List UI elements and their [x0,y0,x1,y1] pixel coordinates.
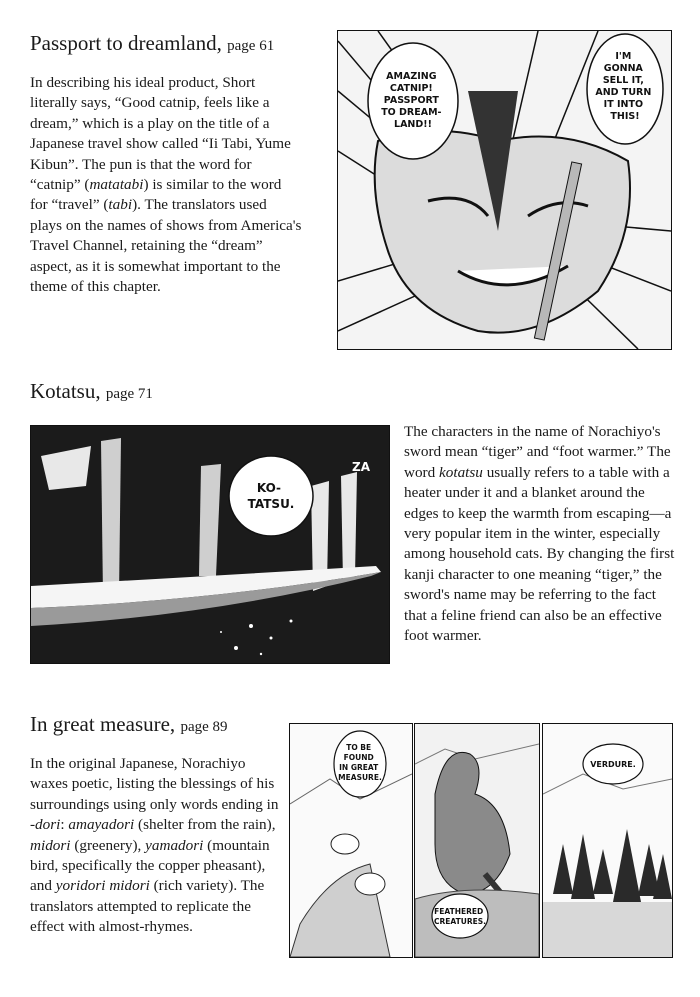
bubble-line: AND TURN [595,87,652,98]
bubble-line: PASSPORT [383,95,439,106]
body-text-run: usually refers to a table with a heater under it and a blanket around the edges to keep the warmth from escaping—a very popular item in the winter, especially among household cats. By changing the first kanji character to one meaning “tiger,” the sword's name may be referring to the fact that a feline friend can also be an effective foot warmer. [404,463,675,645]
section-title-text: In great measure, [30,712,176,736]
bubble-line: AMAZING [386,71,437,82]
italic-term: yamadori [145,836,204,854]
italic-term: yoridori midori [55,877,150,895]
manga-panel-pheasant [414,723,540,958]
section-title-text: Passport to dreamland, [30,31,222,55]
manga-art-kotatsu [31,426,389,663]
bubble-line: TO BE [346,743,372,752]
section-title-text: Kotatsu, [30,379,101,403]
svg-text:FEATHERED CREATURES. [434,907,486,926]
manga-panel-forest [542,723,673,958]
section-page-ref: page 61 [227,38,275,54]
section-body-passport [30,73,302,297]
body-text-run: (mountain bird, specifically the copper pheasant), and [30,836,270,895]
section-body-kotatsu [404,422,680,646]
manga-art-forest [543,724,672,957]
bubble-line: FEATHERED [434,907,484,916]
body-text-run: In describing his ideal product, Short literally says, “Good catnip, feels like a dream,” which is a play on the title of a Japanese travel show called “Ii Tabi, Yume Kibun”. The pun is that the word for “catnip” ( [30,74,291,194]
manga-art-pheasant [415,724,539,957]
bubble-line: I'M [615,51,632,62]
italic-term: midori [30,836,71,854]
bubble-line: KO- [256,481,281,495]
manga-panel-catnip [337,30,672,350]
manga-art-birds [290,724,412,957]
bubble-line: THIS! [610,111,640,122]
section-title-passport [30,30,274,59]
manga-panel-birds [289,723,413,958]
bubble-line: TATSU. [247,497,295,511]
bubble-line: IT INTO [603,99,644,110]
body-text-run: (greenery), [70,836,146,854]
section-title-measure [30,711,228,740]
section-page-ref: page 71 [105,386,153,402]
section-page-ref: page 89 [180,719,228,735]
bubble-line: VERDURE. [590,760,636,769]
body-text-run: In the original Japanese, Norachiyo waxes poetic, listing the blessings of his surroundings using only words ending in [30,755,279,813]
italic-term: matatabi [89,176,144,194]
bubble-line: LAND!! [394,119,432,130]
bubble-line: FOUND [343,753,374,762]
sfx-text: ZA [352,460,370,474]
bubble-line: CREATURES. [434,917,486,926]
body-text-run: (shelter from the rain), [134,816,276,834]
body-text-run: ) is similar to the word for “travel” ( [30,176,282,214]
bubble-line: IN GREAT [339,763,379,772]
section-title-kotatsu [30,378,153,407]
italic-term: -dori [30,816,61,834]
italic-term: kotatsu [439,463,483,481]
bubble-line: TO DREAM- [381,107,442,118]
bubble-line: GONNA [603,63,643,74]
body-text-run: (rich variety). The translators attempted to replicate the effect with almost-rhymes. [30,877,265,936]
body-text-run: The characters in the name of Norachiyo's sword mean “tiger” and “foot warmer.” The word [404,423,671,481]
body-text-run: ). The translators used plays on the names of shows from America's Travel Channel, retaining the “dream” aspect, as it is somewhat important to the theme of this chapter. [30,196,302,296]
bubble-line: MEASURE. [338,773,382,782]
bubble-line: CATNIP! [389,83,433,94]
manga-panel-kotatsu [30,425,390,664]
italic-term: tabi [108,196,133,214]
manga-art-catnip [338,31,671,349]
italic-term: amayadori [68,816,135,834]
body-text-run: : [60,816,69,834]
section-body-measure [30,754,287,938]
bubble-line: SELL IT, [602,75,644,86]
